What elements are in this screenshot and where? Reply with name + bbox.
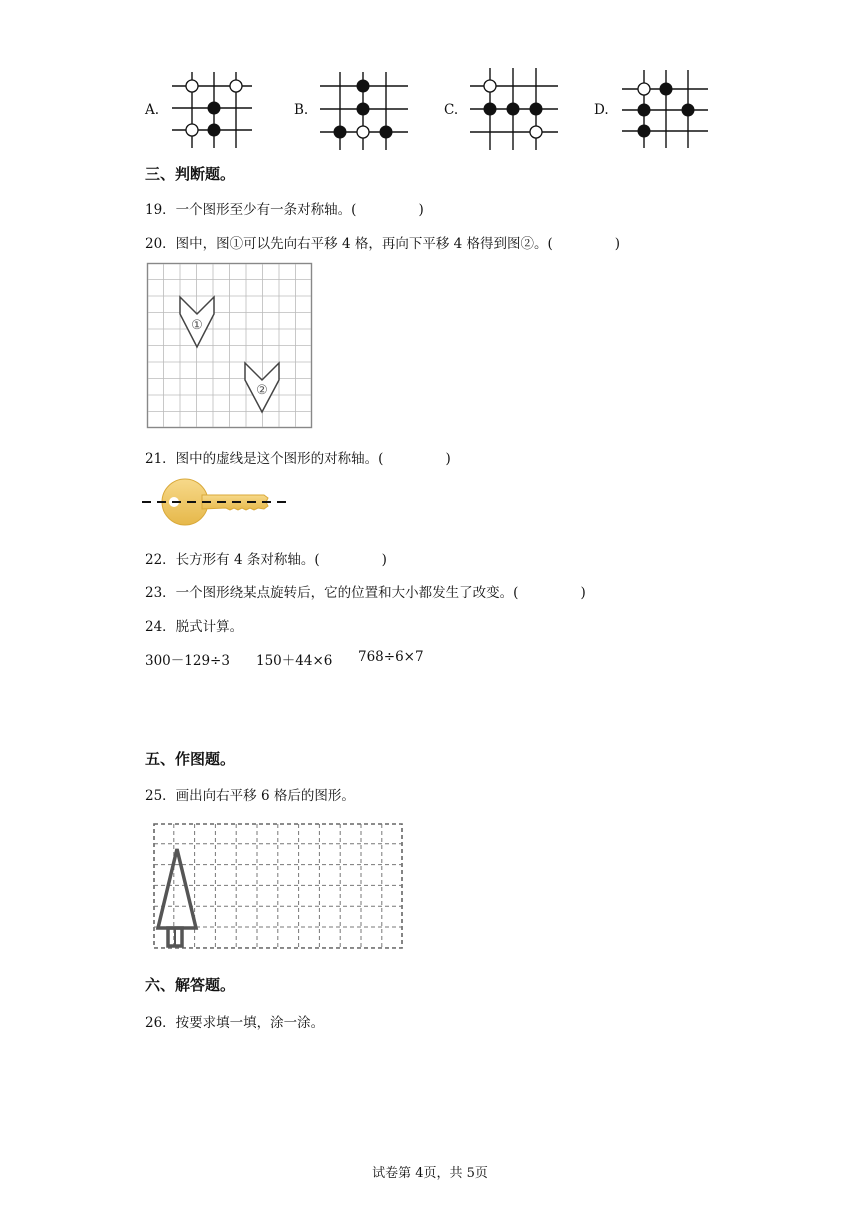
q20-grid-figure xyxy=(147,263,313,429)
question-19-close: ) xyxy=(418,202,424,218)
question-19-text: 19．一个图形至少有一条对称轴。( xyxy=(145,202,357,218)
expression-3: 768÷6×7 xyxy=(358,649,424,665)
question-23-text: 23．一个图形绕某点旋转后，它的位置和大小都发生了改变。( xyxy=(145,585,519,601)
question-21-close: ) xyxy=(445,451,451,467)
option-b-figure xyxy=(320,72,410,152)
question-20-close: ) xyxy=(614,236,621,252)
question-21 xyxy=(145,447,451,467)
question-22 xyxy=(145,548,387,568)
section-5-title: 五、作图题。 xyxy=(145,750,236,768)
question-26: 26．按要求填一填，涂一涂。 xyxy=(145,1015,325,1031)
section-3-title: 三、判断题。 xyxy=(145,165,236,183)
option-a-figure xyxy=(172,72,252,152)
question-21-text: 21．图中的虚线是这个图形的对称轴。( xyxy=(145,451,384,467)
option-b-label: B. xyxy=(294,102,309,118)
question-19 xyxy=(145,198,424,218)
expression-1: 300－129÷3 xyxy=(145,653,230,669)
shape-1-label: ① xyxy=(191,318,203,333)
q25-grid-figure[interactable] xyxy=(153,823,405,951)
expression-2: 150＋44×6 xyxy=(256,653,333,669)
question-22-close: ) xyxy=(381,552,387,568)
page-footer: 试卷第 4页，共 5页 xyxy=(372,1166,488,1181)
question-23 xyxy=(145,581,586,601)
option-d-figure xyxy=(622,70,712,150)
question-20 xyxy=(145,232,620,252)
question-25: 25．画出向右平移 6 格后的图形。 xyxy=(145,788,355,804)
option-c-figure xyxy=(470,68,560,152)
option-a-label: A. xyxy=(145,102,160,118)
section-6-title: 六、解答题。 xyxy=(145,976,236,994)
option-d-label: D. xyxy=(594,102,609,118)
option-c-label: C. xyxy=(444,102,459,118)
shape-2-label: ② xyxy=(256,383,268,398)
question-20-text: 20．图中，图①可以先向右平移 4 格，再向下平移 4 格得到图②。( xyxy=(145,236,553,252)
question-22-text: 22．长方形有 4 条对称轴。( xyxy=(145,552,320,568)
question-23-close: ) xyxy=(580,585,586,601)
question-24: 24．脱式计算。 xyxy=(145,619,244,635)
key-figure xyxy=(140,476,290,530)
